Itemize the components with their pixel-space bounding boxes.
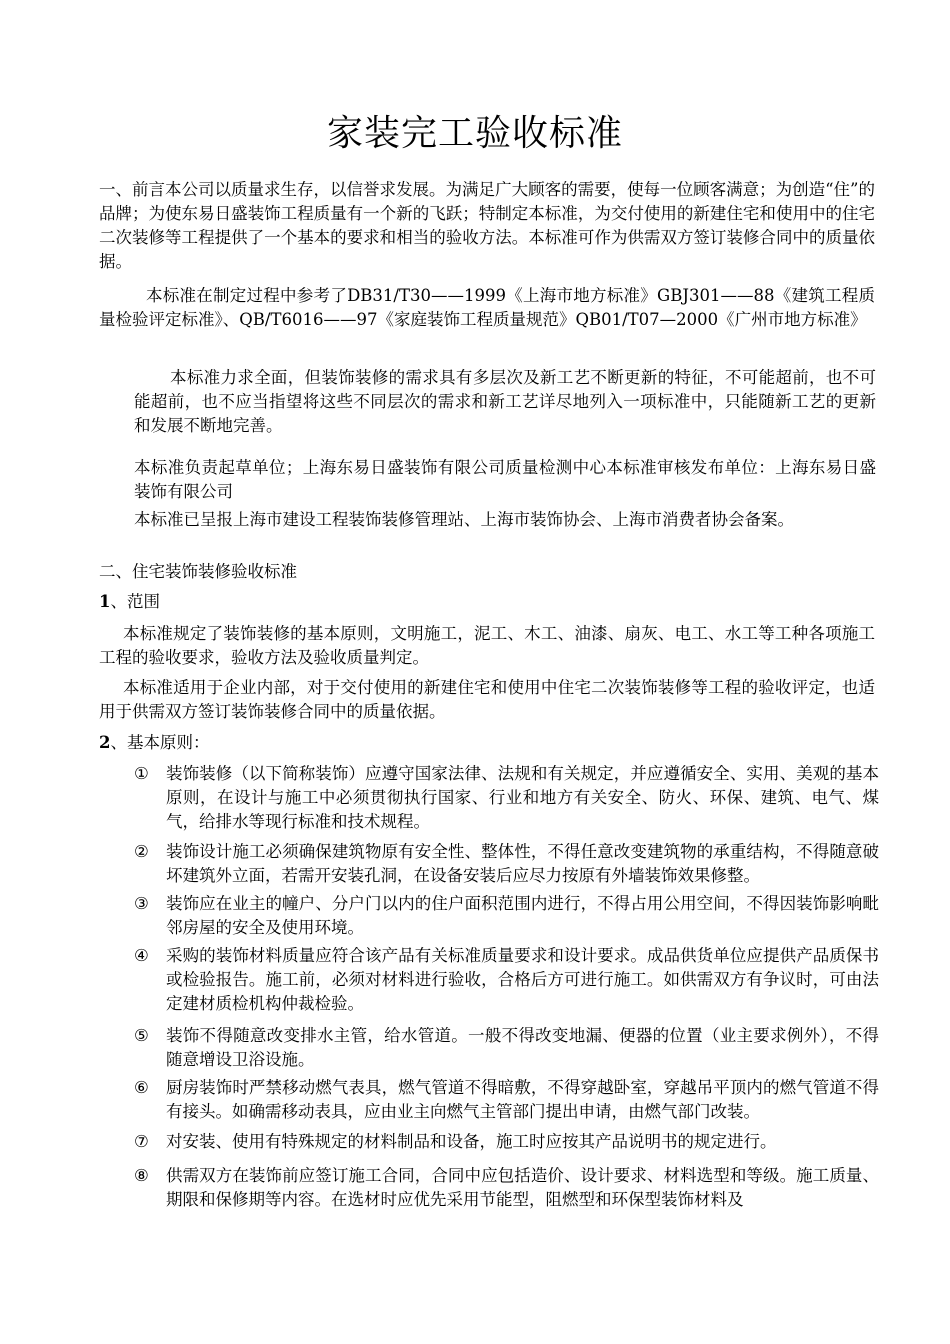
subsection-label: 、基本原则： bbox=[110, 733, 210, 752]
principle-item bbox=[134, 840, 879, 888]
item-text: 装饰装修（以下简称装饰）应遵守国家法律、法规和有关规定，并应遵循安全、实用、美观的基本原则，在设计与施工中必须贯彻执行国家、行业和地方有关安全、防火、环保、建筑、电气、煤气，给排水等现行标准和技术规程。 bbox=[166, 764, 879, 831]
principle-item bbox=[134, 892, 879, 940]
principle-item bbox=[134, 1130, 879, 1154]
principle-item bbox=[134, 944, 879, 1016]
item-text: 装饰不得随意改变排水主管，给水管道。一般不得改变地漏、便器的位置（业主要求例外），不得随意增设卫浴设施。 bbox=[166, 1026, 879, 1069]
principle-item bbox=[134, 1024, 879, 1072]
subsection-heading-scope bbox=[99, 590, 160, 614]
document-title: 家装完工验收标准 bbox=[326, 113, 623, 154]
scope-paragraph-2: 本标准适用于企业内部，对于交付使用的新建住宅和使用中住宅二次装饰装修等工程的验收评定，也适用于供需双方签订装饰装修合同中的质量依据。 bbox=[99, 678, 875, 721]
item-number: ② bbox=[134, 842, 149, 861]
principle-item bbox=[134, 1076, 879, 1124]
item-number: ④ bbox=[134, 946, 149, 965]
intro-paragraph-5: 本标准已呈报上海市建设工程装饰装修管理站、上海市装饰协会、上海市消费者协会备案。 bbox=[134, 510, 794, 529]
item-number: ⑥ bbox=[134, 1078, 149, 1097]
item-text: 对安装、使用有特殊规定的材料制品和设备，施工时应按其产品说明书的规定进行。 bbox=[166, 1132, 777, 1151]
item-text: 装饰应在业主的幢户、分户门以内的住户面积范围内进行，不得占用公用空间，不得因装饰影响毗邻房屋的安全及使用环境。 bbox=[166, 894, 879, 937]
subsection-number: 1 bbox=[99, 592, 111, 611]
intro-paragraph-2: 本标准在制定过程中参考了DB31/T30——1999《上海市地方标准》GBJ301——88《建筑工程质量检验评定标准》、QB/T6016——97《家庭装饰工程质量规范》QB01/T07—2000《广州市地方标准》 bbox=[99, 286, 875, 329]
intro-paragraph-1: 一、前言本公司以质量求生存，以信誉求发展。为满足广大顾客的需要，使每一位顾客满意；为创造“住”的品牌；为使东易日盛装饰工程质量有一个新的飞跃；特制定本标准，为交付使用的新建住宅和使用中的住宅二次装修等工程提供了一个基本的要求和相当的验收方法。本标准可作为供需双方签订装修合同中的质量依据。 bbox=[99, 180, 875, 271]
item-text: 供需双方在装饰前应签订施工合同，合同中应包括造价、设计要求、材料选型和等级。施工质量、期限和保修期等内容。在选材时应优先采用节能型，阻燃型和环保型装饰材料及 bbox=[166, 1166, 879, 1209]
principle-item bbox=[134, 1164, 879, 1212]
subsection-heading-principles bbox=[99, 731, 209, 755]
subsection-number: 2 bbox=[99, 733, 111, 752]
item-number: ① bbox=[134, 764, 149, 783]
item-number: ⑤ bbox=[134, 1026, 149, 1045]
item-number: ⑦ bbox=[134, 1132, 149, 1151]
item-text: 装饰设计施工必须确保建筑物原有安全性、整体性，不得任意改变建筑物的承重结构，不得随意破坏建筑外立面，若需开安装孔洞，在设备安装后应尽力按原有外墙装饰效果修整。 bbox=[166, 842, 879, 885]
intro-paragraph-3: 本标准力求全面，但装饰装修的需求具有多层次及新工艺不断更新的特征，不可能超前，也不可能超前，也不应当指望将这些不同层次的需求和新工艺详尽地列入一项标准中，只能随新工艺的更新和发展不断地完善。 bbox=[134, 368, 876, 435]
principle-item bbox=[134, 762, 879, 834]
item-text: 采购的装饰材料质量应符合该产品有关标准质量要求和设计要求。成品供货单位应提供产品质保书或检验报告。施工前，必须对材料进行验收，合格后方可进行施工。如供需双方有争议时，可由法定建材质检机构仲裁检验。 bbox=[166, 946, 879, 1013]
section-heading: 二、住宅装饰装修验收标准 bbox=[99, 562, 297, 581]
scope-paragraph-1: 本标准规定了装饰装修的基本原则，文明施工，泥工、木工、油漆、扇灰、电工、水工等工种各项施工工程的验收要求，验收方法及验收质量判定。 bbox=[99, 624, 875, 667]
item-number: ③ bbox=[134, 894, 149, 913]
subsection-label: 、范围 bbox=[110, 592, 160, 611]
intro-paragraph-4: 本标准负责起草单位；上海东易日盛装饰有限公司质量检测中心本标准审核发布单位：上海东易日盛装饰有限公司 bbox=[134, 458, 876, 501]
item-number: ⑧ bbox=[134, 1166, 149, 1185]
item-text: 厨房装饰时严禁移动燃气表具，燃气管道不得暗敷，不得穿越卧室，穿越吊平顶内的燃气管道不得有接头。如确需移动表具，应由业主向燃气主管部门提出申请，由燃气部门改装。 bbox=[166, 1078, 879, 1121]
